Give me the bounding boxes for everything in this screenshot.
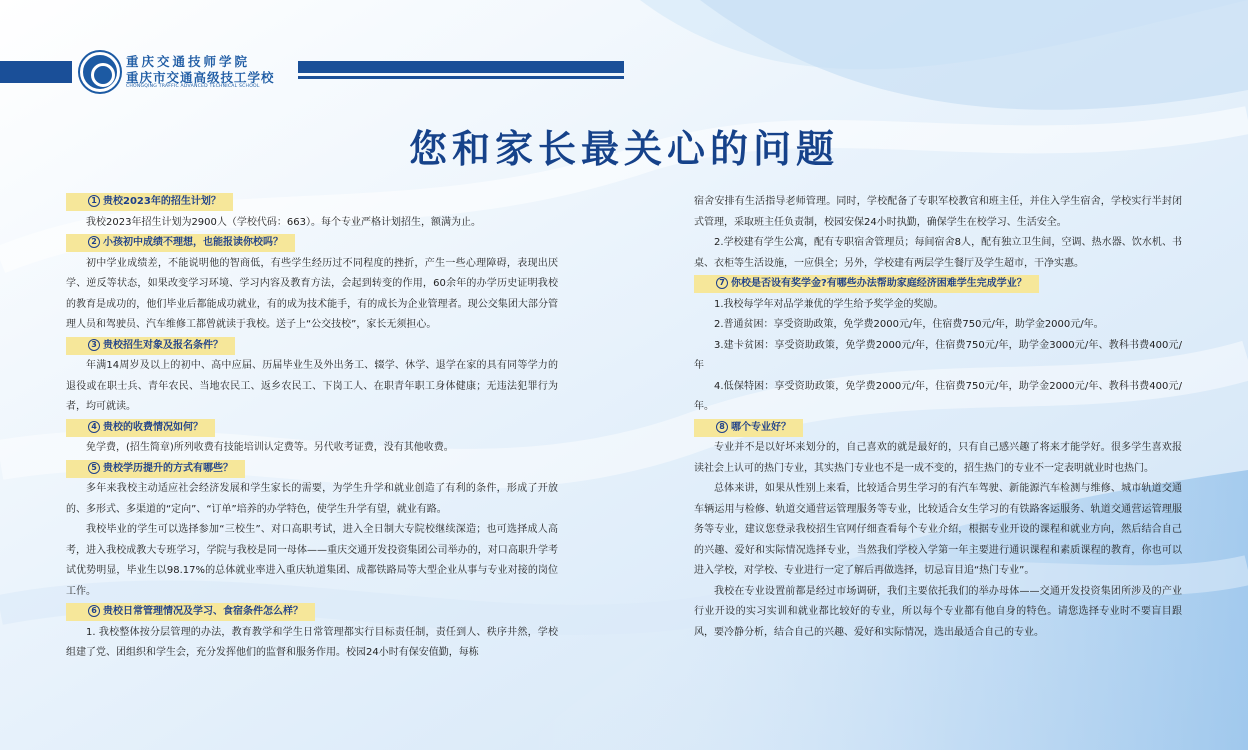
answer-paragraph: 我校毕业的学生可以选择参加“三校生”、对口高职考试，进入全日制大专院校继续深造；也可选择成人高考，进入我校成教大专班学习，学院与我校是同一母体——重庆交通开发投资集团公司举办的，对口高职升学考试优势明显，毕业生以98.17%的总体就业率进入重庆轨道集团、成都铁路局等大型企业从事与专业对接的岗位工作。: [66, 524, 558, 597]
answer-paragraph: 我校2023年招生计划为2900人（学校代码：663）。每个专业严格计划招生，额满为止。: [86, 216, 481, 228]
question-heading: [66, 603, 315, 621]
question-title: 贵校招生对象及报名条件？: [103, 339, 223, 351]
answer-paragraph: 2.普通贫困：享受资助政策，免学费2000元/年，住宿费750元/年，助学金2000元/年。: [714, 319, 1104, 330]
answer-paragraph: 2.学校建有学生公寓，配有专职宿舍管理员；每间宿舍8人，配有独立卫生间，空调、热水器、饮水机、书桌、衣柜等生活设施，一应俱全；另外，学校建有两层学生餐厅及学生超市，干净实惠。: [694, 237, 1182, 269]
header-bar-left: [0, 61, 72, 83]
question-title: 贵校2023年的招生计划？: [103, 196, 221, 207]
right-column: [694, 192, 1182, 643]
question-heading: [66, 460, 245, 478]
answer-paragraph: 专业并不是以好坏来划分的，自己喜欢的就是最好的，只有自己感兴趣了将来才能学好。很多学生喜欢报读社会上认可的热门专业，其实热门专业也不是一成不变的，招生热门的专业不一定表明就业时也热门。: [694, 442, 1182, 474]
answer-paragraph: 免学费，(招生简章)所列收费有技能培训认定费等。另代收考证费，没有其他收费。: [86, 442, 454, 453]
answer-paragraph: 4.低保特困：享受资助政策，免学费2000元/年，住宿费750元/年，助学金2000元/年、教科书费400元/年。: [694, 380, 1182, 412]
question-number: 6: [88, 605, 100, 617]
question-title: 贵校学历提升的方式有哪些？: [103, 462, 233, 474]
question-number: 1: [88, 195, 100, 207]
header-bar-right: [298, 61, 624, 73]
answer-paragraph: 1. 我校整体按分层管理的办法，教育教学和学生日常管理都实行目标责任制，责任到人、秩序井然，学校组建了党、团组织和学生会，充分发挥他们的监督和服务作用。校园24小时有保安值勤，每栋: [66, 626, 558, 658]
header-bar-right-line: [298, 76, 624, 79]
question-title: 小孩初中成绩不理想，也能报读你校吗？: [103, 237, 283, 248]
answer-paragraph: 宿舍安排有生活指导老师管理。同时，学校配备了专职军校教官和班主任，并住入学生宿舍，学校实行半封闭式管理，采取班主任负责制，校园安保24小时执勤，确保学生在校学习、生活安全。: [694, 196, 1182, 228]
question-title: 你校是否设有奖学金?有哪些办法帮助家庭经济困难学生完成学业？: [731, 278, 1027, 289]
question-number: 3: [88, 339, 100, 351]
answer-paragraph: 多年来我校主动适应社会经济发展和学生家长的需要，为学生升学和就业创造了有利的条件，形成了开放的、多形式、多渠道的“定向”、“订单”培养的办学特色，使学生升学有望，就业有路。: [66, 483, 558, 515]
question-heading: [66, 419, 215, 437]
question-title: 贵校的收费情况如何？: [103, 421, 203, 433]
answer-paragraph: 3.建卡贫困：享受资助政策，免学费2000元/年，住宿费750元/年，助学金3000元/年、教科书费400元/年: [694, 339, 1182, 371]
answer-paragraph: 年满14周岁及以上的初中、高中应届、历届毕业生及外出务工、辍学、休学、退学在家的具有同等学力的退役或在职士兵、青年农民、当地农民工、返乡农民工、下岗工人、在职青年职工身体健康；无违法犯罪行为者，均可就读。: [66, 360, 558, 412]
school-name-2: 重庆市交通高级技工学校: [126, 70, 275, 85]
question-heading: [66, 193, 233, 211]
question-title: 哪个专业好？: [731, 421, 791, 433]
answer-paragraph: 总体来讲，如果从性别上来看，比较适合男生学习的有汽车驾驶、新能源汽车检测与维修、城市轨道交通车辆运用与检修、轨道交通营运管理服务等专业，比较适合女生学习的有铁路客运服务、轨道交通营运管理服务等专业，建议您登录我校招生官网仔细查看每个专业介绍，根据专业开设的课程和就业方向，然后结合自己的兴趣、爱好和实际情况选择专业，当然我们学校入学第一年主要进行通识课程和素质课程的教育，你也可以进入学校，对学校、专业进行一定了解后再做选择，切忌盲目追“热门专业”。: [694, 483, 1182, 576]
school-emblem-icon: [80, 52, 120, 92]
answer-paragraph: 我校在专业设置前都是经过市场调研，我们主要依托我们的举办母体——交通开发投资集团所涉及的产业行业开设的实习实训和就业都比较好的专业，所以每个专业都有他自身的特色。请您选择专业时不要盲目跟风，要冷静分析，结合自己的兴趣、爱好和实际情况，选出最适合自己的专业。: [694, 585, 1182, 638]
question-number: 7: [716, 277, 728, 289]
question-number: 5: [88, 462, 100, 474]
school-logo: [80, 50, 290, 94]
question-number: 4: [88, 421, 100, 433]
answer-paragraph: 1.我校每学年对品学兼优的学生给予奖学金的奖励。: [714, 298, 944, 310]
question-heading: [694, 275, 1039, 293]
left-column: [66, 192, 558, 664]
school-name-en: CHONGQING TRAFFIC ADVANCED TECHNICAL SCHOOL: [126, 84, 260, 89]
school-name-1: 重庆交通技师学院: [126, 54, 251, 69]
question-number: 2: [88, 236, 100, 248]
question-number: 8: [716, 421, 728, 433]
question-heading: [66, 234, 295, 252]
page-title: 您和家长最关心的问题: [408, 126, 839, 171]
question-heading: [66, 337, 235, 355]
question-heading: [694, 419, 803, 437]
answer-paragraph: 初中学业成绩差，不能说明他的智商低，有些学生经历过不同程度的挫折，产生一些心理障碍，表现出厌学、逆反等状态，如果改变学习环境、学习内容及教育方法，会起到转变的作用，60余年的办学历史证明我校的教育是成功的，他们毕业后都能成功就业，有的成为技术能手，有的成长为企业管理者。现公交集团大部分管理人员和驾驶员、汽车维修工都曾就读于我校。送子上“公交技校”，家长无须担心。: [66, 257, 558, 330]
question-title: 贵校日常管理情况及学习、食宿条件怎么样？: [103, 606, 303, 617]
